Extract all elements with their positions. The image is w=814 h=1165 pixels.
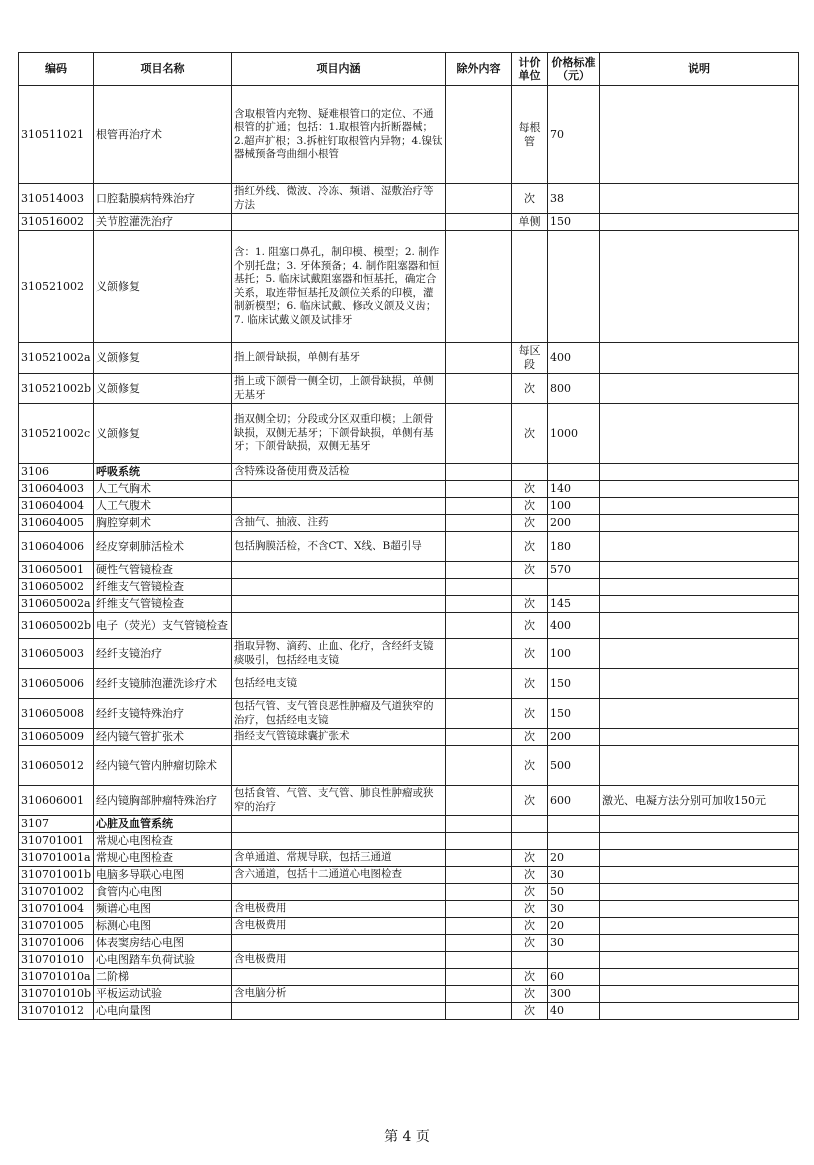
cell-name: 根管再治疗术 [94,86,232,184]
cell-exclusions [446,935,512,952]
cell-price: 600 [548,786,600,816]
table-row [19,918,799,935]
cell-code: 310604005 [19,515,94,532]
cell-content: 指经支气管镜球囊扩张术 [232,729,446,746]
cell-exclusions [446,986,512,1003]
cell-code: 310606001 [19,786,94,816]
cell-code: 310701005 [19,918,94,935]
cell-name: 人工气腹术 [94,498,232,515]
cell-name: 呼吸系统 [94,464,232,481]
cell-code: 310701012 [19,1003,94,1020]
cell-unit [512,833,548,850]
cell-name: 体表窦房结心电图 [94,935,232,952]
cell-unit: 次 [512,562,548,579]
cell-exclusions [446,816,512,833]
cell-content: 含单通道、常规导联，包括三通道 [232,850,446,867]
cell-unit: 次 [512,699,548,729]
cell-code: 310521002 [19,231,94,343]
cell-name: 电脑多导联心电图 [94,867,232,884]
cell-code: 310605002b [19,613,94,639]
cell-name: 心脏及血管系统 [94,816,232,833]
table-row [19,952,799,969]
table-row [19,850,799,867]
cell-name: 义颌修复 [94,404,232,464]
cell-code: 3106 [19,464,94,481]
cell-code: 310605002 [19,579,94,596]
cell-price [548,579,600,596]
cell-unit [512,231,548,343]
cell-content [232,579,446,596]
cell-code: 310605012 [19,746,94,786]
header-name: 项目名称 [94,53,232,86]
cell-code: 310605001 [19,562,94,579]
cell-name: 关节腔灌洗治疗 [94,214,232,231]
cell-code: 310516002 [19,214,94,231]
cell-unit: 次 [512,901,548,918]
header-code: 编码 [19,53,94,86]
cell-price: 100 [548,639,600,669]
cell-unit: 次 [512,884,548,901]
cell-price: 800 [548,374,600,404]
table-row [19,184,799,214]
cell-exclusions [446,901,512,918]
cell-code: 310605009 [19,729,94,746]
cell-price [548,833,600,850]
cell-code: 310701001 [19,833,94,850]
table-row [19,969,799,986]
cell-price: 140 [548,481,600,498]
cell-note [600,515,799,532]
cell-code: 310701010b [19,986,94,1003]
cell-note [600,231,799,343]
table-row [19,901,799,918]
cell-unit: 次 [512,669,548,699]
cell-content [232,1003,446,1020]
cell-name: 口腔黏膜病特殊治疗 [94,184,232,214]
header-price: 价格标准 （元） [548,53,600,86]
cell-note: 激光、电凝方法分别可加收150元 [600,786,799,816]
table-row [19,986,799,1003]
cell-note [600,562,799,579]
cell-exclusions [446,86,512,184]
cell-exclusions [446,498,512,515]
table-row [19,699,799,729]
cell-unit: 次 [512,596,548,613]
cell-content: 包括食管、气管、支气管、肺良性肿瘤或狭窄的治疗 [232,786,446,816]
cell-price: 100 [548,498,600,515]
cell-note [600,884,799,901]
cell-code: 3107 [19,816,94,833]
cell-name: 纤维支气管镜检查 [94,579,232,596]
cell-unit: 次 [512,481,548,498]
cell-note [600,184,799,214]
cell-content: 含电脑分析 [232,986,446,1003]
cell-note [600,850,799,867]
cell-content [232,884,446,901]
cell-unit: 次 [512,969,548,986]
table-row [19,596,799,613]
table-row [19,746,799,786]
cell-exclusions [446,532,512,562]
header-content: 项目内涵 [232,53,446,86]
cell-exclusions [446,184,512,214]
cell-name: 义颌修复 [94,231,232,343]
cell-exclusions [446,746,512,786]
cell-note [600,404,799,464]
cell-name: 经内镜气管内肿瘤切除术 [94,746,232,786]
cell-name: 硬性气管镜检查 [94,562,232,579]
cell-name: 平板运动试验 [94,986,232,1003]
cell-name: 经纤支镜肺泡灌洗诊疗术 [94,669,232,699]
cell-code: 310701001b [19,867,94,884]
cell-exclusions [446,729,512,746]
cell-exclusions [446,1003,512,1020]
cell-note [600,867,799,884]
cell-price: 180 [548,532,600,562]
cell-note [600,1003,799,1020]
cell-code: 310701004 [19,901,94,918]
cell-exclusions [446,481,512,498]
cell-content [232,481,446,498]
cell-code: 310521002c [19,404,94,464]
cell-price: 500 [548,746,600,786]
table-row [19,231,799,343]
cell-price: 150 [548,699,600,729]
cell-price: 30 [548,867,600,884]
cell-note [600,613,799,639]
cell-price: 150 [548,669,600,699]
cell-unit: 次 [512,729,548,746]
cell-note [600,579,799,596]
cell-unit: 次 [512,613,548,639]
cell-content [232,562,446,579]
cell-exclusions [446,214,512,231]
cell-name: 经纤支镜治疗 [94,639,232,669]
cell-note [600,952,799,969]
cell-unit: 次 [512,918,548,935]
cell-content: 包括胸膜活检，不含CT、X线、B超引导 [232,532,446,562]
cell-content: 含电极费用 [232,952,446,969]
cell-content: 包括气管、支气管良恶性肿瘤及气道狭窄的治疗，包括经电支镜 [232,699,446,729]
cell-exclusions [446,969,512,986]
cell-note [600,343,799,374]
cell-exclusions [446,404,512,464]
cell-exclusions [446,639,512,669]
cell-exclusions [446,699,512,729]
cell-note [600,935,799,952]
cell-note [600,498,799,515]
cell-code: 310701002 [19,884,94,901]
cell-content [232,935,446,952]
table-row [19,498,799,515]
cell-exclusions [446,613,512,639]
cell-content: 含六通道，包括十二通道心电图检查 [232,867,446,884]
table-row [19,613,799,639]
table-row [19,404,799,464]
cell-price [548,816,600,833]
table-row [19,343,799,374]
table-row [19,833,799,850]
cell-exclusions [446,786,512,816]
cell-note [600,481,799,498]
cell-exclusions [446,850,512,867]
cell-price: 20 [548,918,600,935]
cell-code: 310521002b [19,374,94,404]
cell-note [600,918,799,935]
cell-content [232,498,446,515]
cell-name: 二阶梯 [94,969,232,986]
cell-name: 常规心电图检查 [94,850,232,867]
cell-exclusions [446,833,512,850]
cell-unit [512,952,548,969]
cell-note [600,86,799,184]
table-row [19,481,799,498]
cell-price: 200 [548,729,600,746]
cell-price: 38 [548,184,600,214]
cell-content [232,613,446,639]
cell-content [232,746,446,786]
cell-note [600,729,799,746]
cell-price: 150 [548,214,600,231]
cell-note [600,214,799,231]
cell-price: 60 [548,969,600,986]
cell-unit: 次 [512,498,548,515]
table-row [19,786,799,816]
cell-code: 310604003 [19,481,94,498]
cell-price: 570 [548,562,600,579]
header-exclusions: 除外内容 [446,53,512,86]
cell-content: 含特殊设备使用费及活检 [232,464,446,481]
header-note: 说明 [600,53,799,86]
cell-price: 70 [548,86,600,184]
fee-schedule-table [18,52,799,1020]
cell-unit: 每区段 [512,343,548,374]
cell-code: 310511021 [19,86,94,184]
table-row [19,374,799,404]
cell-content [232,214,446,231]
table-row [19,669,799,699]
cell-code: 310701010a [19,969,94,986]
cell-name: 食管内心电图 [94,884,232,901]
cell-note [600,833,799,850]
cell-name: 纤维支气管镜检查 [94,596,232,613]
cell-note [600,669,799,699]
cell-exclusions [446,596,512,613]
cell-unit: 次 [512,935,548,952]
cell-name: 经内镜胸部肿瘤特殊治疗 [94,786,232,816]
table-body [19,86,799,1020]
cell-exclusions [446,669,512,699]
table-row [19,639,799,669]
cell-exclusions [446,343,512,374]
cell-name: 心电图踏车负荷试验 [94,952,232,969]
cell-exclusions [446,562,512,579]
cell-name: 义颌修复 [94,374,232,404]
cell-content [232,816,446,833]
table-row [19,214,799,231]
cell-price [548,952,600,969]
cell-code: 310605006 [19,669,94,699]
cell-price [548,464,600,481]
cell-unit: 次 [512,639,548,669]
cell-unit: 每根管 [512,86,548,184]
cell-content: 含电极费用 [232,918,446,935]
cell-code: 310701006 [19,935,94,952]
table-row [19,935,799,952]
cell-note [600,986,799,1003]
cell-exclusions [446,918,512,935]
cell-price: 300 [548,986,600,1003]
cell-content [232,596,446,613]
cell-content: 指上或下颌骨一侧全切，上颌骨缺损，单侧无基牙 [232,374,446,404]
cell-note [600,532,799,562]
cell-price: 1000 [548,404,600,464]
table-header-row [19,53,799,86]
cell-content: 指红外线、微波、冷冻、频谱、湿敷治疗等方法 [232,184,446,214]
cell-note [600,596,799,613]
cell-note [600,969,799,986]
page-number: 第 4 页 [384,1129,430,1145]
cell-exclusions [446,374,512,404]
cell-note [600,699,799,729]
cell-name: 经内镜气管扩张术 [94,729,232,746]
cell-exclusions [446,464,512,481]
cell-price: 40 [548,1003,600,1020]
cell-unit: 次 [512,374,548,404]
cell-code: 310701010 [19,952,94,969]
cell-price: 145 [548,596,600,613]
cell-content: 含电极费用 [232,901,446,918]
cell-note [600,464,799,481]
cell-name: 胸腔穿刺术 [94,515,232,532]
cell-content [232,833,446,850]
cell-content [232,969,446,986]
cell-unit: 次 [512,786,548,816]
cell-price: 400 [548,613,600,639]
cell-unit: 次 [512,986,548,1003]
cell-name: 经纤支镜特殊治疗 [94,699,232,729]
cell-price: 30 [548,901,600,918]
cell-unit [512,816,548,833]
cell-unit: 次 [512,867,548,884]
cell-exclusions [446,884,512,901]
cell-code: 310521002a [19,343,94,374]
table-row [19,1003,799,1020]
cell-content: 指上颌骨缺损，单侧有基牙 [232,343,446,374]
header-unit: 计价 单位 [512,53,548,86]
cell-unit: 单侧 [512,214,548,231]
cell-unit: 次 [512,532,548,562]
cell-price [548,231,600,343]
cell-code: 310605002a [19,596,94,613]
cell-name: 心电向量图 [94,1003,232,1020]
cell-note [600,374,799,404]
cell-unit: 次 [512,746,548,786]
cell-name: 义颌修复 [94,343,232,374]
cell-exclusions [446,867,512,884]
cell-content: 指取异物、滴药、止血、化疗，含经纤支镜痰吸引，包括经电支镜 [232,639,446,669]
cell-note [600,901,799,918]
cell-unit: 次 [512,184,548,214]
cell-unit: 次 [512,850,548,867]
section-row [19,816,799,833]
table-row [19,86,799,184]
cell-unit: 次 [512,404,548,464]
cell-content: 含取根管内充物、疑难根管口的定位、不通根管的扩通；包括：1.取根管内折断器械；2.超声扩根；3.拆桩钉取根管内异物；4.镍钛器械预备弯曲细小根管 [232,86,446,184]
cell-unit: 次 [512,1003,548,1020]
cell-code: 310701001a [19,850,94,867]
cell-exclusions [446,231,512,343]
table-row [19,532,799,562]
cell-code: 310605003 [19,639,94,669]
cell-content: 含抽气、抽液、注药 [232,515,446,532]
cell-name: 常规心电图检查 [94,833,232,850]
cell-content: 包括经电支镜 [232,669,446,699]
cell-content: 含：1. 阻塞口鼻孔，制印模、模型；2. 制作个别托盘；3. 牙体预备；4. 制作阻塞器和恒基托；5. 临床试戴阻塞器和恒基托，确定合关系，取连带恒基托及颌位关系的印模，灌制新模型；6. 临床试戴、修改义颌及义齿；7. 临床试戴义颌及试排牙 [232,231,446,343]
table-row [19,884,799,901]
table-row [19,562,799,579]
cell-code: 310604006 [19,532,94,562]
table-row [19,867,799,884]
cell-unit [512,579,548,596]
cell-unit: 次 [512,515,548,532]
cell-exclusions [446,952,512,969]
table-row [19,729,799,746]
cell-name: 经皮穿刺肺活检术 [94,532,232,562]
cell-unit [512,464,548,481]
table-row [19,515,799,532]
cell-price: 30 [548,935,600,952]
section-row [19,464,799,481]
cell-name: 电子（荧光）支气管镜检查 [94,613,232,639]
cell-code: 310514003 [19,184,94,214]
cell-price: 50 [548,884,600,901]
cell-price: 20 [548,850,600,867]
cell-note [600,816,799,833]
table-row [19,579,799,596]
cell-content: 指双侧全切；分段或分区双重印模；上颌骨缺损，双侧无基牙；下颌骨缺损，单侧有基牙；下颌骨缺损，双侧无基牙 [232,404,446,464]
cell-name: 标测心电图 [94,918,232,935]
cell-exclusions [446,515,512,532]
cell-note [600,746,799,786]
cell-note [600,639,799,669]
cell-price: 400 [548,343,600,374]
cell-price: 200 [548,515,600,532]
cell-code: 310604004 [19,498,94,515]
cell-code: 310605008 [19,699,94,729]
cell-name: 人工气胸术 [94,481,232,498]
cell-name: 频谱心电图 [94,901,232,918]
cell-exclusions [446,579,512,596]
